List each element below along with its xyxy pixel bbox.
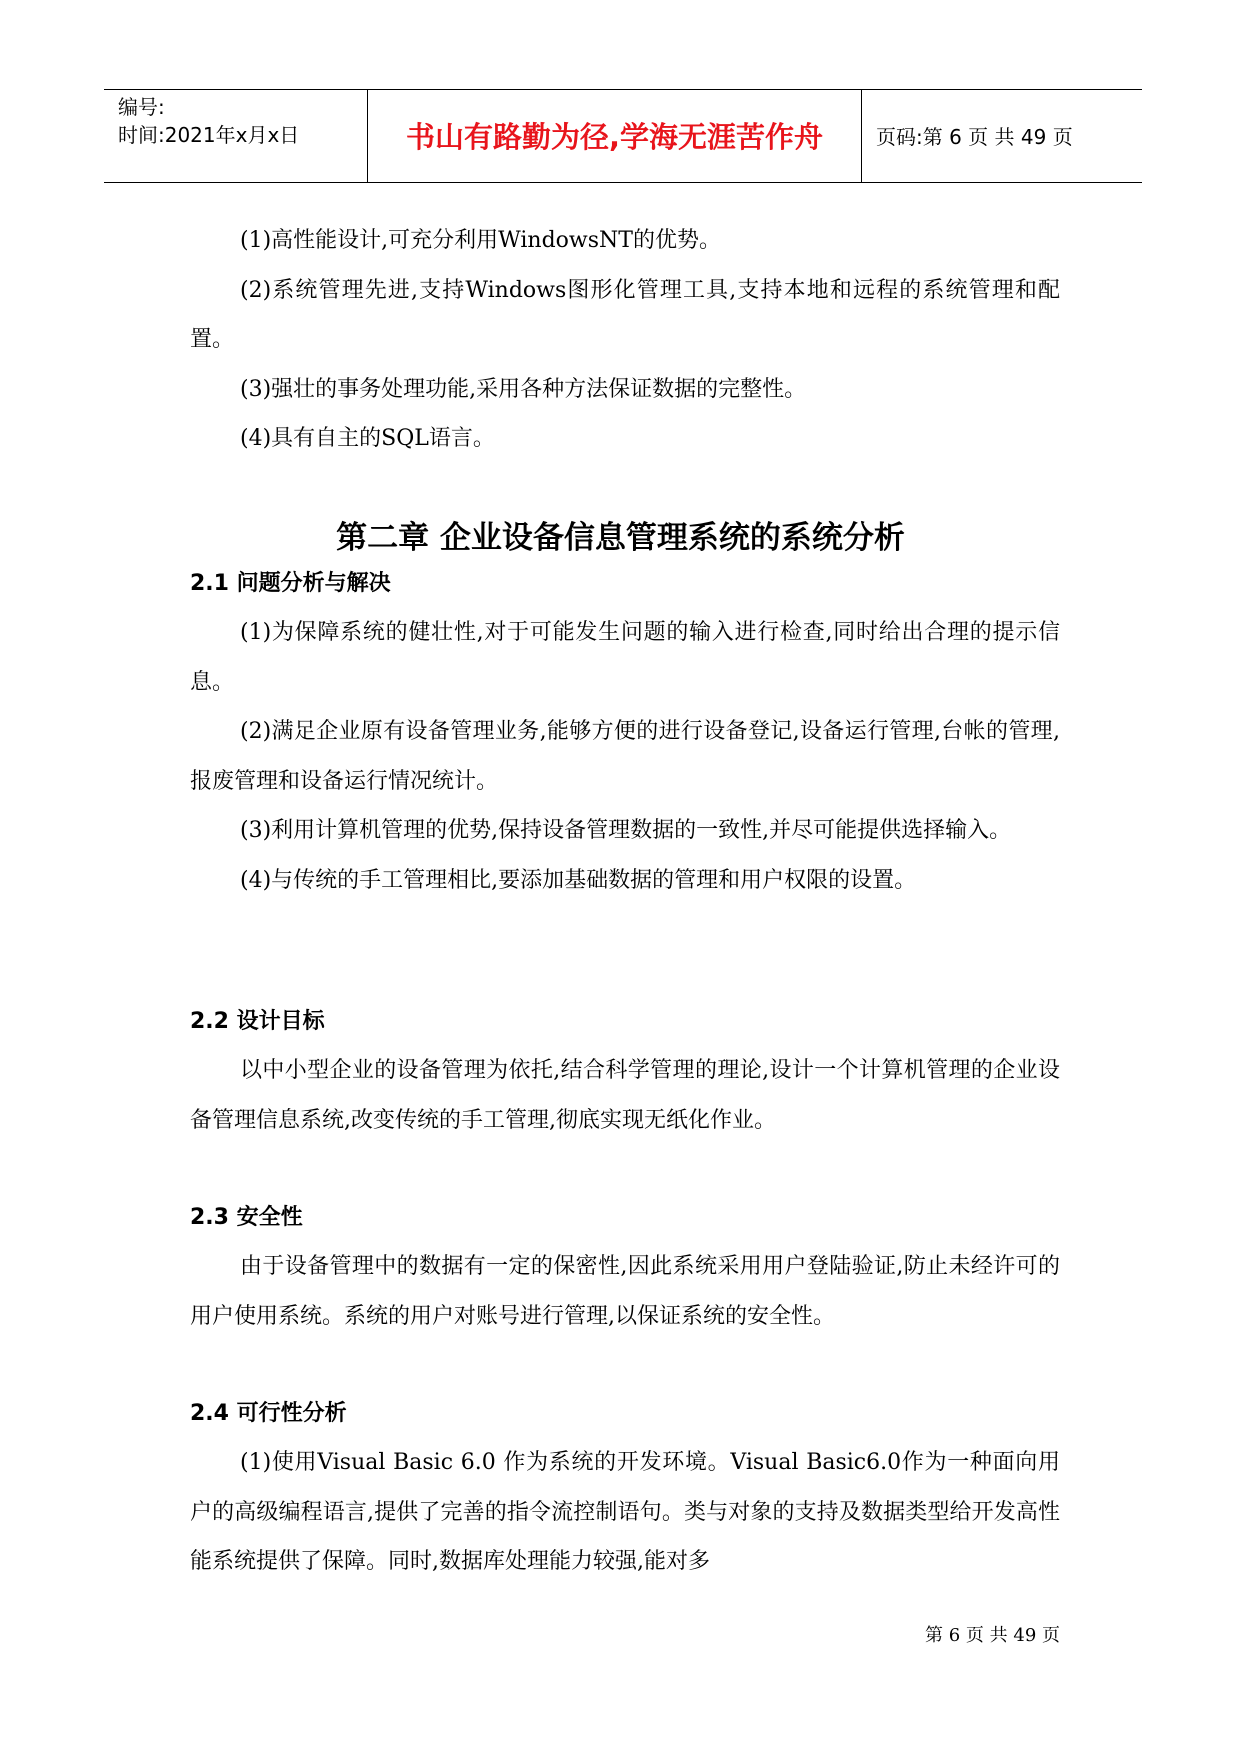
intro-list bbox=[190, 216, 1060, 464]
section-2-4 bbox=[190, 1398, 1060, 1587]
section-paragraph: (2)满足企业原有设备管理业务,能够方便的进行设备登记,设备运行管理,台帐的管理,报废管理和设备运行情况统计。 bbox=[190, 719, 1060, 794]
section-2-1 bbox=[190, 568, 1060, 905]
page-header bbox=[104, 89, 1142, 183]
section-paragraph: (4)与传统的手工管理相比,要添加基础数据的管理和用户权限的设置。 bbox=[240, 867, 917, 893]
header-page-info: 页码:第 6 页 共 49 页 bbox=[876, 125, 1073, 149]
section-title: 2.1 问题分析与解决 bbox=[190, 571, 391, 596]
section-paragraph: (1)使用Visual Basic 6.0 作为系统的开发环境。Visual Basic6.0作为一种面向用户的高级编程语言,提供了完善的指令流控制语句。类与对象的支持及数据类型给开发高性能系统提供了保障。同时,数据库处理能力较强,能对多 bbox=[190, 1450, 1060, 1574]
section-paragraph: (1)为保障系统的健壮性,对于可能发生问题的输入进行检查,同时给出合理的提示信息。 bbox=[190, 620, 1060, 695]
intro-item-1: (1)高性能设计,可充分利用WindowsNT的优势。 bbox=[240, 228, 721, 253]
section-2-2 bbox=[190, 1006, 1060, 1145]
header-time-label: 时间:2021年x月x日 bbox=[118, 123, 300, 147]
section-paragraph: 以中小型企业的设备管理为依托,结合科学管理的理论,设计一个计算机管理的企业设备管理信息系统,改变传统的手工管理,彻底实现无纸化作业。 bbox=[190, 1058, 1060, 1133]
section-paragraph: 由于设备管理中的数据有一定的保密性,因此系统采用用户登陆验证,防止未经许可的用户使用系统。系统的用户对账号进行管理,以保证系统的安全性。 bbox=[190, 1254, 1060, 1329]
header-motto: 书山有路勤为径,学海无涯苦作舟 bbox=[368, 90, 862, 182]
section-paragraph: (3)利用计算机管理的优势,保持设备管理数据的一致性,并尽可能提供选择输入。 bbox=[240, 818, 1012, 843]
page-footer: 第 6 页 共 49 页 bbox=[925, 1625, 1060, 1646]
chapter-title: 第二章 企业设备信息管理系统的系统分析 bbox=[336, 520, 905, 556]
section-title: 2.4 可行性分析 bbox=[190, 1401, 347, 1426]
intro-item-4: (4)具有自主的SQL语言。 bbox=[240, 426, 495, 451]
section-2-3 bbox=[190, 1202, 1060, 1341]
header-meta bbox=[104, 90, 368, 182]
intro-item-2: (2)系统管理先进,支持Windows图形化管理工具,支持本地和远程的系统管理和配置。 bbox=[190, 277, 1060, 352]
section-title: 2.2 设计目标 bbox=[190, 1009, 325, 1034]
section-title: 2.3 安全性 bbox=[190, 1205, 303, 1230]
intro-item-3: (3)强壮的事务处理功能,采用各种方法保证数据的完整性。 bbox=[240, 376, 807, 402]
header-number-label: 编号: bbox=[118, 95, 165, 119]
